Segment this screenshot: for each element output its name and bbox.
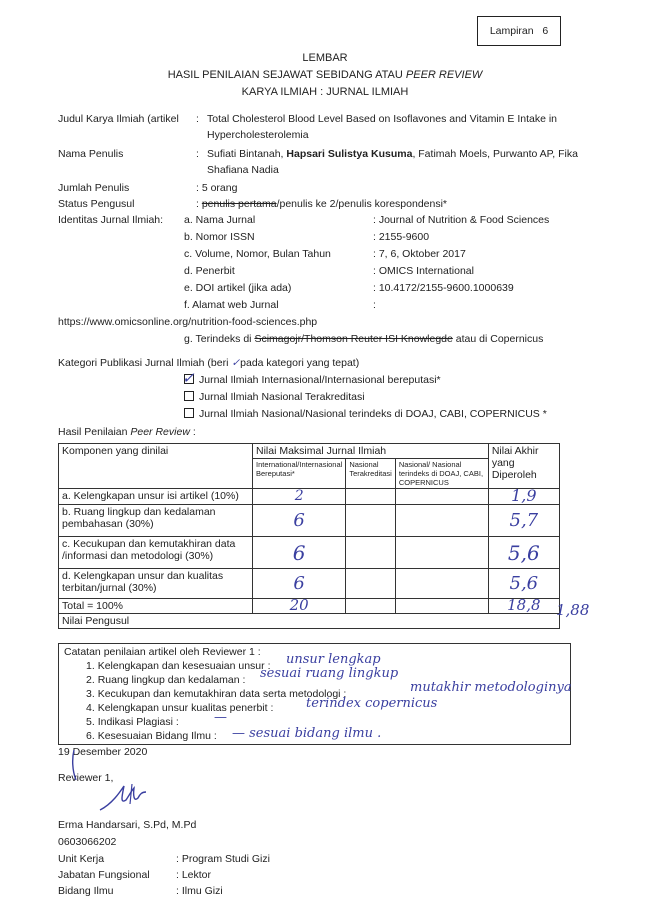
hasil-label-c: :	[189, 426, 196, 438]
row-c-nasidx	[395, 537, 488, 569]
catatan-2-label: Ruang lingkup dan kedalaman :	[97, 674, 246, 686]
signature-icon	[60, 748, 170, 820]
penulis-value-2: Shafiana Nadia	[207, 164, 279, 176]
judul-label: Judul Karya Ilmiah (artikel	[58, 113, 179, 125]
nilai-pengusul-value: 1,88	[556, 601, 590, 619]
kategori-option-3-label: Jurnal Ilmiah Nasional/Nasional terindeks di DOAJ, CABI, COPERNICUS *	[199, 408, 547, 420]
hasil-label-a: Hasil Penilaian	[58, 426, 131, 438]
kategori-label	[58, 357, 359, 369]
row-c-nas	[346, 537, 396, 569]
terindeks-a: g. Terindeks di	[184, 333, 255, 345]
judul-value: Total Cholesterol Blood Level Based on Isoflavones and Vitamin E Intake in	[207, 113, 558, 125]
unit-label: Unit Kerja	[58, 853, 105, 865]
catatan-title: Catatan penilaian artikel oleh Reviewer 1 :	[64, 646, 261, 658]
row-a-nasidx	[395, 489, 488, 505]
row-b-max: 6	[253, 505, 346, 537]
identitas-key-d: d. Penerbit	[184, 265, 235, 277]
status-value	[196, 198, 447, 210]
catatan-5-hand: —	[214, 710, 227, 725]
title-hasil-text: HASIL PENILAIAN SEJAWAT SEBIDANG ATAU	[167, 69, 406, 81]
identitas-val-a: : Journal of Nutrition & Food Sciences	[373, 214, 550, 226]
row-a-nas	[346, 489, 396, 505]
reviewer-nidn: 0603066202	[58, 836, 117, 848]
journal-url: https://www.omicsonline.org/nutrition-food-sciences.php	[58, 316, 318, 328]
row-total-label: Total = 100%	[59, 599, 253, 614]
checkmark-icon: ✓	[182, 369, 195, 387]
row-d-nasidx	[395, 569, 488, 599]
row-total-nasidx	[395, 599, 488, 614]
title-lembar: LEMBAR	[302, 52, 348, 64]
unit-value: : Program Studi Gizi	[176, 853, 270, 865]
hasil-label-b: Peer Review	[130, 426, 190, 438]
catatan-5-num: 5.	[86, 716, 95, 728]
identitas-val-d: : OMICS International	[373, 265, 474, 277]
title-hasil	[0, 69, 650, 81]
hasil-label	[58, 426, 196, 438]
judul-colon: :	[196, 113, 199, 125]
lampiran-box	[477, 16, 561, 46]
identitas-key-a: a. Nama Jurnal	[184, 214, 256, 226]
catatan-2	[86, 674, 245, 686]
row-nilai-pengusul: Nilai Pengusul	[59, 614, 560, 629]
catatan-4-num: 4.	[86, 702, 95, 714]
row-total-nas	[346, 599, 396, 614]
kategori-option-3[interactable]	[184, 408, 547, 420]
reviewer-label: Reviewer 1,	[58, 772, 114, 784]
jumlah-label: Jumlah Penulis	[58, 182, 130, 194]
identitas-val-b: : 2155-9600	[373, 231, 430, 243]
th-internasional: International/Internasional Bereputasi*	[253, 459, 346, 489]
kategori-option-2[interactable]	[184, 391, 365, 403]
row-d-nas	[346, 569, 396, 599]
terindeks-b: atau di Copernicus	[452, 333, 544, 345]
row-c-max: 6	[253, 537, 346, 569]
row-d-max: 6	[253, 569, 346, 599]
catatan-4-hand: terindex copernicus	[306, 696, 438, 711]
catatan-1-label: Kelengkapan dan kesesuaian unsur :	[97, 660, 271, 672]
status-colon: :	[196, 198, 202, 210]
status-label: Status Pengusul	[58, 198, 135, 210]
catatan-4	[86, 702, 273, 714]
title-peer-review: PEER REVIEW	[405, 69, 483, 81]
th-nasional: Nasional Terakreditasi	[346, 459, 396, 489]
kategori-option-1[interactable]	[182, 369, 441, 387]
identitas-val-e: : 10.4172/2155-9600.1000639	[373, 282, 514, 294]
identitas-key-f: f. Alamat web Jurnal	[184, 299, 279, 311]
identitas-key-e: e. DOI artikel (jika ada)	[184, 282, 292, 294]
checkbox-icon[interactable]	[184, 408, 194, 418]
row-a-max: 2	[253, 489, 346, 505]
kategori-label-b: pada kategori yang tepat)	[240, 357, 360, 369]
penulis-label: Nama Penulis	[58, 148, 124, 160]
score-table	[58, 443, 560, 629]
penulis-a: Sufiati Bintanah,	[207, 148, 287, 160]
catatan-1-hand: unsur lengkap	[286, 652, 381, 667]
row-d-komponen: d. Kelengkapan unsur dan kualitas terbitan/jurnal (30%)	[59, 569, 253, 599]
catatan-1-num: 1.	[86, 660, 95, 672]
terindeks-struck: Scimagojr/Thomson Reuter ISI Knowlegde	[254, 333, 453, 345]
row-total-akhir: 18,8	[488, 599, 559, 614]
jabatan-value: : Lektor	[176, 869, 212, 881]
catatan-4-label: Kelengkapan unsur kualitas penerbit :	[97, 702, 274, 714]
kategori-option-2-label: Jurnal Ilmiah Nasional Terakreditasi	[199, 391, 365, 403]
catatan-1	[86, 660, 270, 672]
row-b-akhir: 5,7	[488, 505, 559, 537]
identitas-val-f: :	[373, 299, 376, 311]
catatan-6-hand: — sesuai bidang ilmu .	[232, 726, 382, 741]
judul-value-2: Hypercholesterolemia	[207, 129, 309, 141]
row-d-akhir: 5,6	[488, 569, 559, 599]
penulis-colon: :	[196, 148, 199, 160]
row-b-nas	[346, 505, 396, 537]
identitas-label: Identitas Jurnal Ilmiah:	[58, 214, 164, 226]
row-b-komponen: b. Ruang lingkup dan kedalaman pembahasan (30%)	[59, 505, 253, 537]
kategori-option-1-label: Jurnal Ilmiah Internasional/Internasional bereputasi*	[199, 374, 441, 386]
tanggal: 19 Desember 2020	[58, 746, 148, 758]
identitas-val-c: : 7, 6, Oktober 2017	[373, 248, 466, 260]
catatan-2-num: 2.	[86, 674, 95, 686]
row-b-nasidx	[395, 505, 488, 537]
th-nilai-akhir: Nilai Akhir yang Diperoleh	[488, 444, 559, 489]
penulis-value	[207, 148, 578, 160]
penulis-c: , Fatimah Moels, Purwanto AP, Fika	[412, 148, 578, 160]
row-a-akhir: 1,9	[488, 489, 559, 505]
status-rest: /penulis ke 2/penulis korespondensi*	[276, 198, 448, 210]
kategori-check-glyph: ✓	[231, 357, 241, 369]
identitas-key-c: c. Volume, Nomor, Bulan Tahun	[184, 248, 331, 260]
catatan-6-num: 6.	[86, 730, 95, 742]
catatan-3-hand: mutakhir metodologinya	[410, 680, 572, 695]
status-struck: penulis pertama	[201, 198, 277, 210]
th-nilai-maks: Nilai Maksimal Jurnal Ilmiah	[253, 444, 489, 459]
reviewer-name: Erma Handarsari, S.Pd, M.Pd	[58, 819, 197, 831]
title-karya: KARYA ILMIAH : JURNAL ILMIAH	[241, 86, 409, 98]
row-a-komponen: a. Kelengkapan unsur isi artikel (10%)	[59, 489, 253, 505]
catatan-5	[86, 716, 179, 728]
jumlah-value: : 5 orang	[196, 182, 238, 194]
row-total-max: 20	[253, 599, 346, 614]
bidang-label: Bidang Ilmu	[58, 885, 114, 897]
catatan-6-label: Kesesuaian Bidang Ilmu :	[97, 730, 217, 742]
terindeks	[184, 333, 543, 345]
catatan-5-label: Indikasi Plagiasi :	[97, 716, 179, 728]
bidang-value: : Ilmu Gizi	[176, 885, 223, 897]
penulis-bold: Hapsari Sulistya Kusuma	[286, 148, 413, 160]
catatan-3-num: 3.	[86, 688, 95, 700]
row-c-akhir: 5,6	[488, 537, 559, 569]
identitas-key-b: b. Nomor ISSN	[184, 231, 255, 243]
catatan-3-label: Kecukupan dan kemutakhiran data serta metodologi :	[97, 688, 347, 700]
catatan-2-hand: sesuai ruang lingkup	[260, 666, 399, 681]
lampiran-label: Lampiran 6	[489, 25, 549, 37]
th-komponen: Komponen yang dinilai	[59, 444, 253, 489]
th-nasional-terindeks: Nasional/ Nasional terindeks di DOAJ, CABI, COPERNICUS	[395, 459, 488, 489]
catatan-6	[86, 730, 217, 742]
checkbox-icon[interactable]	[184, 391, 194, 401]
jabatan-label: Jabatan Fungsional	[58, 869, 150, 881]
row-c-komponen: c. Kecukupan dan kemutakhiran data /informasi dan metodologi (30%)	[59, 537, 253, 569]
kategori-label-a: Kategori Publikasi Jurnal Ilmiah (beri	[58, 357, 232, 369]
